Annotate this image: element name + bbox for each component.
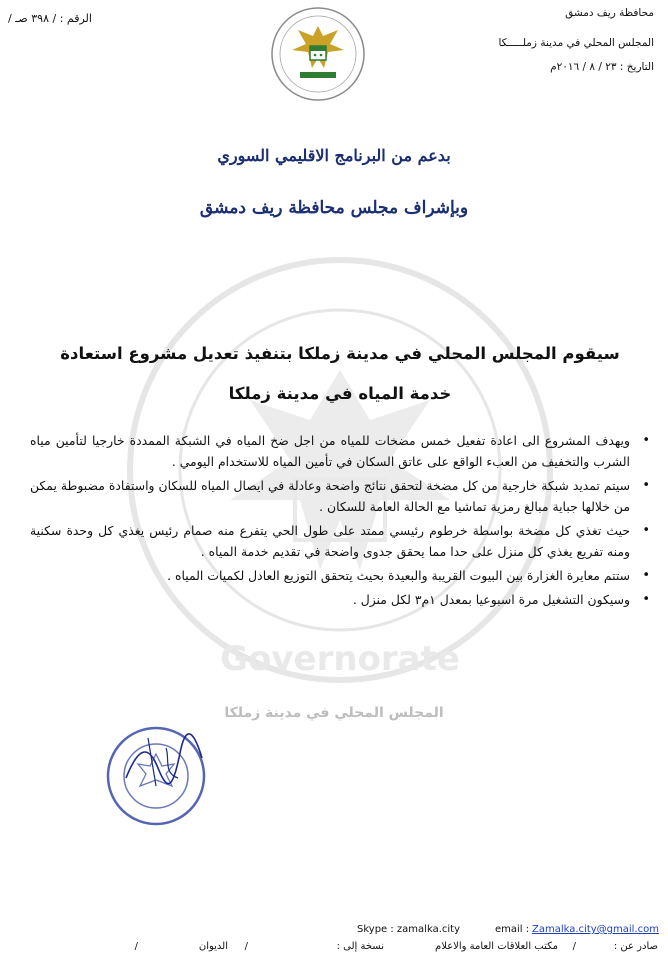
- office-name: مكتب العلاقات العامة والاعلام: [435, 941, 558, 952]
- skype-contact: Skype : zamalka.city: [357, 924, 460, 935]
- diwan-label: الديوان: [198, 941, 228, 952]
- separator: /: [134, 941, 138, 952]
- list-item: • ستتم معايرة الغزارة بين البيوت القريبة والبعيدة بحيث يتحقق التوزيع العادل لكميات المياه .: [30, 565, 630, 586]
- svg-text:Governorate: Governorate: [220, 639, 460, 679]
- list-item: • سيتم تمديد شبكة خارجية من كل مضخة لتحقق نتائج واضحة وعادلة في ايصال المياه للسكان واستفادة مضبوطة يمكن من خلالها جباية مبالغ رمزية تماشيا مع الحالة العامة للسكان .: [30, 475, 630, 517]
- list-item: • وسيكون التشغيل مرة اسبوعيا بمعدل ١م٣ لكل منزل .: [30, 589, 630, 610]
- governorate-name: محافظة ريف دمشق: [565, 7, 654, 19]
- list-item: • حيث تغذي كل مضخة بواسطة خرطوم رئيسي ممتد على طول الحي يتفرع منه صمام رئيس يغذي كل وحدة سكنية ومنه تفريع يغذي كل منزل على حدا مما يحقق جدوى واضحة في تقديم خدمة المياه .: [30, 520, 630, 562]
- separator: /: [244, 941, 248, 952]
- support-title: بدعم من البرنامج الاقليمي السوري: [217, 146, 451, 165]
- reference-number: الرقم : / ٣٩٨ صـ /: [8, 12, 92, 25]
- separator: /: [572, 941, 576, 952]
- document-date: التاريخ : ٢٣ / ٨ / ٢٠١٦م: [550, 61, 654, 73]
- email-link[interactable]: Zamalka.city@gmail.com: [532, 924, 659, 935]
- issued-from-label: صادر عن :: [613, 941, 658, 952]
- project-details-list: [30, 430, 654, 613]
- list-item: • ويهدف المشروع الى اعادة تفعيل خمس مضخات للمياه من اجل ضخ المياه في الشبكة الممددة خارجيا لتأمين مياه الشرب والتخفيف من العبء الواقع على عاتق السكان في تأمين المياه للاستخدام اليومي .: [30, 430, 630, 472]
- project-heading: سيقوم المجلس المحلي في مدينة زملكا بتنفيذ تعديل مشروع استعادة خدمة المياه في مدينة زملكا: [60, 344, 620, 403]
- council-name: المجلس المحلي في مدينة زملـــــكا: [498, 37, 654, 49]
- council-signature-line: المجلس المحلي في مدينة زملكا: [224, 705, 444, 721]
- email-label: email :: [495, 924, 530, 935]
- signature-icon: [118, 728, 208, 798]
- copy-to-label: نسخة إلى :: [336, 941, 384, 952]
- syrian-eagle-emblem-icon: [270, 6, 366, 102]
- supervision-title: وبإشراف مجلس محافظة ريف دمشق: [199, 198, 469, 218]
